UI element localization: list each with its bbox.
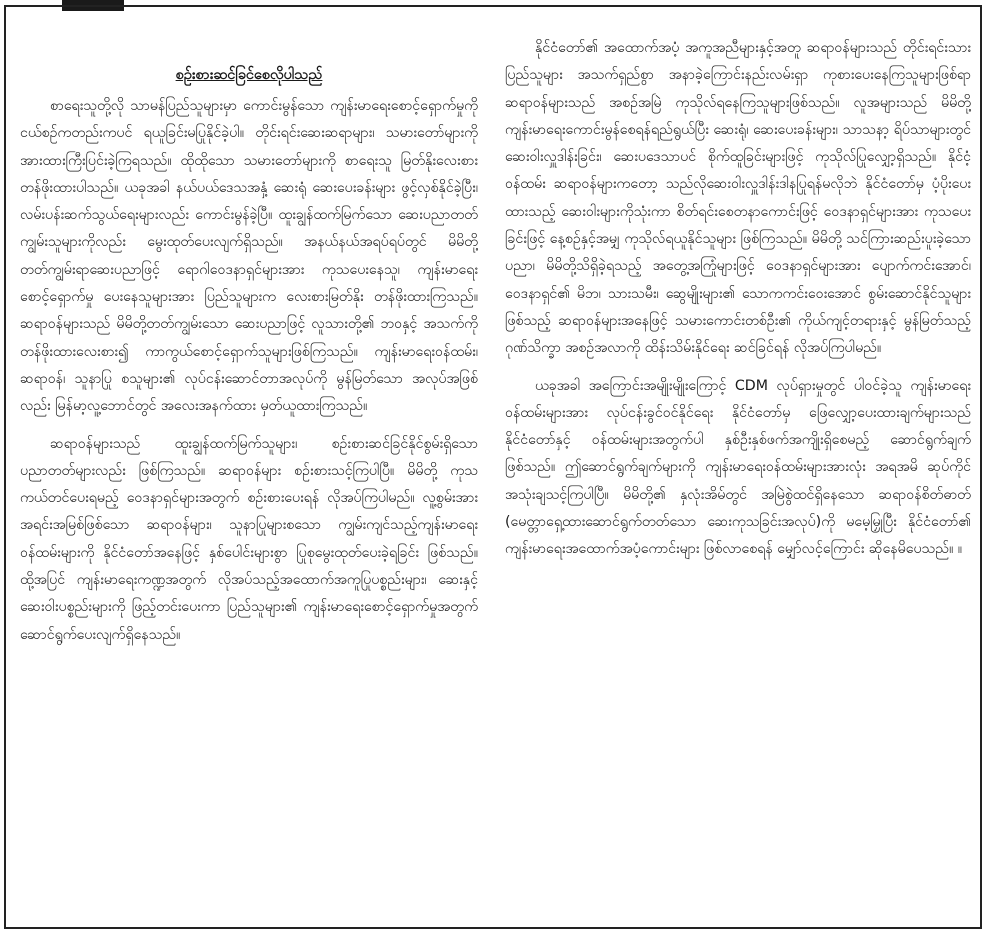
article-title-text: စဉ်းစားဆင်ခြင်စေလိုပါသည် [175, 67, 323, 83]
right-column [501, 7, 977, 927]
left-column [14, 7, 484, 927]
paragraph-right-2: ယခုအခါ အကြောင်းအမျိုးမျိုးကြောင့် CDM လုပ်ရှားမှုတွင် ပါဝင်ခဲ့သူ ကျန်းမာရေးဝန်ထမ်းများအား လုပ်ငန်းခွင်ဝင်နိုင်ရေး နိုင်ငံတော်မှ ဖြေလျှော့ပေးထားချက်များသည် နိုင်ငံတော်နှင့် ဝန်ထမ်းများအတွက်ပါ နှစ်ဦးနှစ်ဖက်အကျိုးရှိစေမည့် ဆောင်ရွက်ချက်ဖြစ်သည်။ ဤဆောင်ရွက်ချက်များကို ကျန်းမာရေးဝန်ထမ်းများအားလုံး အရအမိ ဆုပ်ကိုင် အသုံးချသင့်ကြပါပြီ။ မိမိတို့၏ နှလုံးအိမ်တွင် အမြဲစွဲထင်ရှိနေသော ဆရာဝန်စိတ်ဓာတ် (မေတ္တာရှေ့ထားဆောင်ရွက်တတ်သော ဆေးကုသခြင်းအလုပ်)ကို မမေ့မြှုပြီး နိုင်ငံတော်၏ ကျန်းမာရေးအထောက်အပံ့ကောင်းများ ဖြစ်လာစေရန် မျှော်လင့်ကြောင်း ဆိုနေမိပေသည်။ ။ [505, 377, 971, 558]
paragraph-left-2: ဆရာဝန်များသည် ထူးချွန်ထက်မြက်သူများ၊ စဉ်းစားဆင်ခြင်နိုင်စွမ်းရှိသော ပညာတတ်များလည်း ဖြစ်ကြသည်။ ဆရာဝန်များ စဉ်းစားသင့်ကြပါပြီ။ မိမိတို့ ကုသကယ်တင်ပေးရမည့် ဝေဒနာရှင်များအတွက် စဉ်းစားပေးရန် လိုအပ်ကြပါမည်။ လူ့စွမ်းအားအရင်းအမြစ်ဖြစ်သော ဆရာဝန်များ၊ သူနာပြုများစသော ကျွမ်းကျင်သည့်ကျန်းမာရေးဝန်ထမ်းများကို နိုင်ငံတော်အနေဖြင့် နှစ်ပေါင်းများစွာ ပြုစုမွေးထုတ်ပေးခဲ့ရခြင်း ဖြစ်သည်။ ထို့အပြင် ကျန်းမာရေးကဏ္ဍအတွက် လိုအပ်သည့်အထောက်အကူပြုပစ္စည်းများ၊ ဆေးနှင့် ဆေးဝါးပစ္စည်းများကို ဖြည့်တင်းပေးကာ ပြည်သူများ၏ ကျန်းမာရေးစောင့်ရှောက်မှုအတွက် ဆောင်ရွက်ပေးလျက်ရှိနေသည်။ [20, 435, 478, 643]
article-frame [4, 5, 982, 929]
paragraph-right-1: နိုင်ငံတော်၏ အထောက်အပံ့ အကူအညီများနှင့်အတူ ဆရာဝန်များသည် တိုင်းရင်းသားပြည်သူများ အသက်ရှည်စွာ အနာခဲ့ကြောင်းနည်းလမ်းရှာ ကုစားပေးနေကြသူများဖြစ်ရာ ဆရာဝန်များသည် အစဉ်အမြဲ ကုသိုလ်ရနေကြသူများဖြစ်သည်။ လူအများသည် မိမိတို့ ကျန်းမာရေးကောင်းမွန်စေရန်ရည်ရွယ်ပြီး ဆေးရုံ၊ ဆေးပေးခန်းများ၊ သာသနာ့ ရိပ်သာများတွင် ဆေးဝါးလှူဒါန်းခြင်း၊ ဆေးပဒေသာပင် စိုက်ထူခြင်းများဖြင့် ကုသိုလ်ပြုလျှော့ရှိသည်။ နိုင်ငံ့ဝန်ထမ်း ဆရာဝန်များကတော့ သည်လိုဆေးဝါးလှူဒါန်းဒါနပြုရန်မလိုဘဲ နိုင်ငံတော်မှ ပံ့ပိုးပေးထားသည့် ဆေးဝါးများကိုသုံးကာ စိတ်ရင်းစေတနာကောင်းဖြင့် ဝေဒနာရှင်များအား ကုသပေးခြင်းဖြင့် နေ့စဉ်နှင့်အမျှ ကုသိုလ်ရယူနိုင်သူများ ဖြစ်ကြသည်။ မိမိတို့ သင်ကြားဆည်းပူးခဲ့သော ပညာ၊ မိမိတို့သိရှိခဲ့ရသည့် အတွေ့အကြုံများဖြင့် ဝေဒနာရှင်များအား ပျောက်ကင်းအောင်၊ ဝေဒနာရှင်၏ မိဘ၊ သားသမီး၊ ဆွေမျိုးများ၏ သောကကင်းဝေးအောင် စွမ်းဆောင်နိုင်သူများဖြစ်သည့် ဆရာဝန်များအနေဖြင့် သမားကောင်းတစ်ဦး၏ ကိုယ်ကျင့်တရားနှင့် မွန်မြတ်သည့် ဂုဏ်သိက္ခာ အစဉ်အလာကို ထိန်းသိမ်းနိုင်ရေး ဆင်ခြင်ရန် လိုအပ်ကြပါမည်။ [505, 40, 971, 357]
paragraph-left-1: စာရေးသူတို့လို သာမန်ပြည်သူများမှာ ကောင်းမွန်သော ကျန်းမာရေးစောင့်ရှောက်မှုကို ငယ်စဉ်ကတည်းကပင် ရယူခြင်းမပြုနိုင်ခဲ့ပါ။ တိုင်းရင်းဆေးဆရာများ၊ သမားတော်များကို အားထားကြီးပြင်းခဲ့ကြရသည်။ ထိုထိုသော သမားတော်များကို စာရေးသူ မြတ်နိုးလေးစားတန်ဖိုးထားပါသည်။ ယခုအခါ နယ်ပယ်ဒေသအနှံ့ ဆေးရုံ ဆေးပေးခန်းများ ဖွင့်လှစ်နိုင်ခဲ့ပြီး၊ လမ်းပန်းဆက်သွယ်ရေးများလည်း ကောင်းမွန်ခဲ့ပြီ။ ထူးချွန်ထက်မြက်သော ဆေးပညာတတ်ကျွမ်းသူများကိုလည်း မွေးထုတ်ပေးလျက်ရှိသည်။ အနယ်နယ်အရပ်ရပ်တွင် မိမိတို့ တတ်ကျွမ်းရာဆေးပညာဖြင့် ရောဂါဝေဒနာရှင်များအား ကုသပေးနေသူ၊ ကျန်းမာရေးစောင့်ရှောက်မှု ပေးနေသူများအား ပြည်သူများက လေးစားမြတ်နိုး တန်ဖိုးထားကြသည်။ ဆရာဝန်များသည် မိမိတို့တတ်ကျွမ်းသော ဆေးပညာဖြင့် လူသားတို့၏ ဘဝနှင့် အသက်ကို တန်ဖိုးထားလေးစား၍ ကာကွယ်စောင့်ရှောက်သူများဖြစ်ကြသည်။ ကျန်းမာရေးဝန်ထမ်း၊ ဆရာဝန်၊ သူနာပြု စသူများ၏ လုပ်ငန်းဆောင်တာအလုပ်ကို မွန်မြတ်သော အလုပ်အဖြစ်လည်း မြန်မာ့လူ့ဘောင်တွင် အလေးအနက်ထား မှတ်ယူထားကြသည်။ [20, 98, 478, 415]
article-title [20, 63, 478, 87]
